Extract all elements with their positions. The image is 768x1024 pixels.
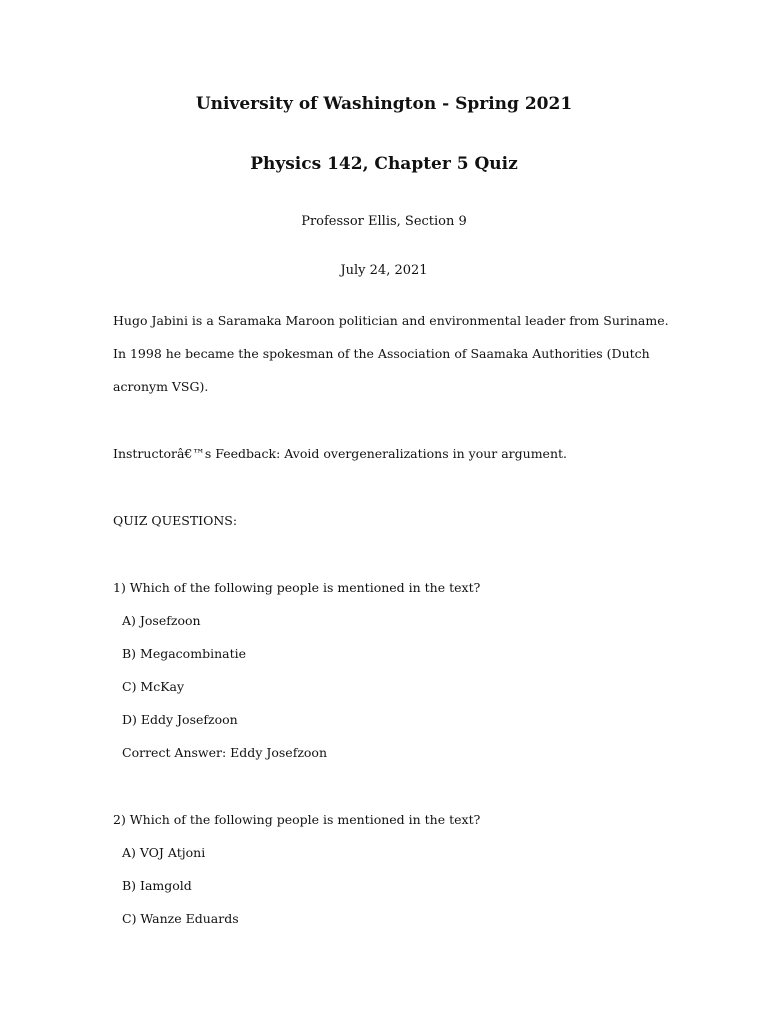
question-option: A) VOJ Atjoni	[122, 845, 206, 860]
date-line: July 24, 2021	[340, 263, 428, 278]
question-option: D) Eddy Josefzoon	[122, 712, 238, 727]
question-text: 1) Which of the following people is mentioned in the text?	[113, 580, 481, 595]
course-heading: Physics 142, Chapter 5 Quiz	[250, 154, 518, 174]
passage-text: Hugo Jabini is a Saramaka Maroon politician and environmental leader from Suriname. In 1998 he became the spokesman of the Association of Saamaka Authorities (Dutch acronym VSG).	[113, 313, 669, 394]
question-2	[113, 803, 673, 935]
question-option: B) Iamgold	[122, 878, 192, 893]
question-option: C) Wanze Eduards	[122, 911, 239, 926]
quiz-questions-label: QUIZ QUESTIONS:	[113, 513, 238, 528]
question-option: B) Megacombinatie	[122, 646, 246, 661]
instructor-feedback: Instructorâ€™s Feedback: Avoid overgeneralizations in your argument.	[113, 446, 567, 461]
question-option: A) Josefzoon	[122, 613, 201, 628]
question-1	[113, 571, 673, 769]
university-heading: University of Washington - Spring 2021	[195, 94, 573, 114]
correct-answer: Correct Answer: Eddy Josefzoon	[122, 745, 328, 760]
question-text: 2) Which of the following people is mentioned in the text?	[113, 812, 481, 827]
professor-line: Professor Ellis, Section 9	[301, 214, 467, 229]
question-option: C) McKay	[122, 679, 185, 694]
